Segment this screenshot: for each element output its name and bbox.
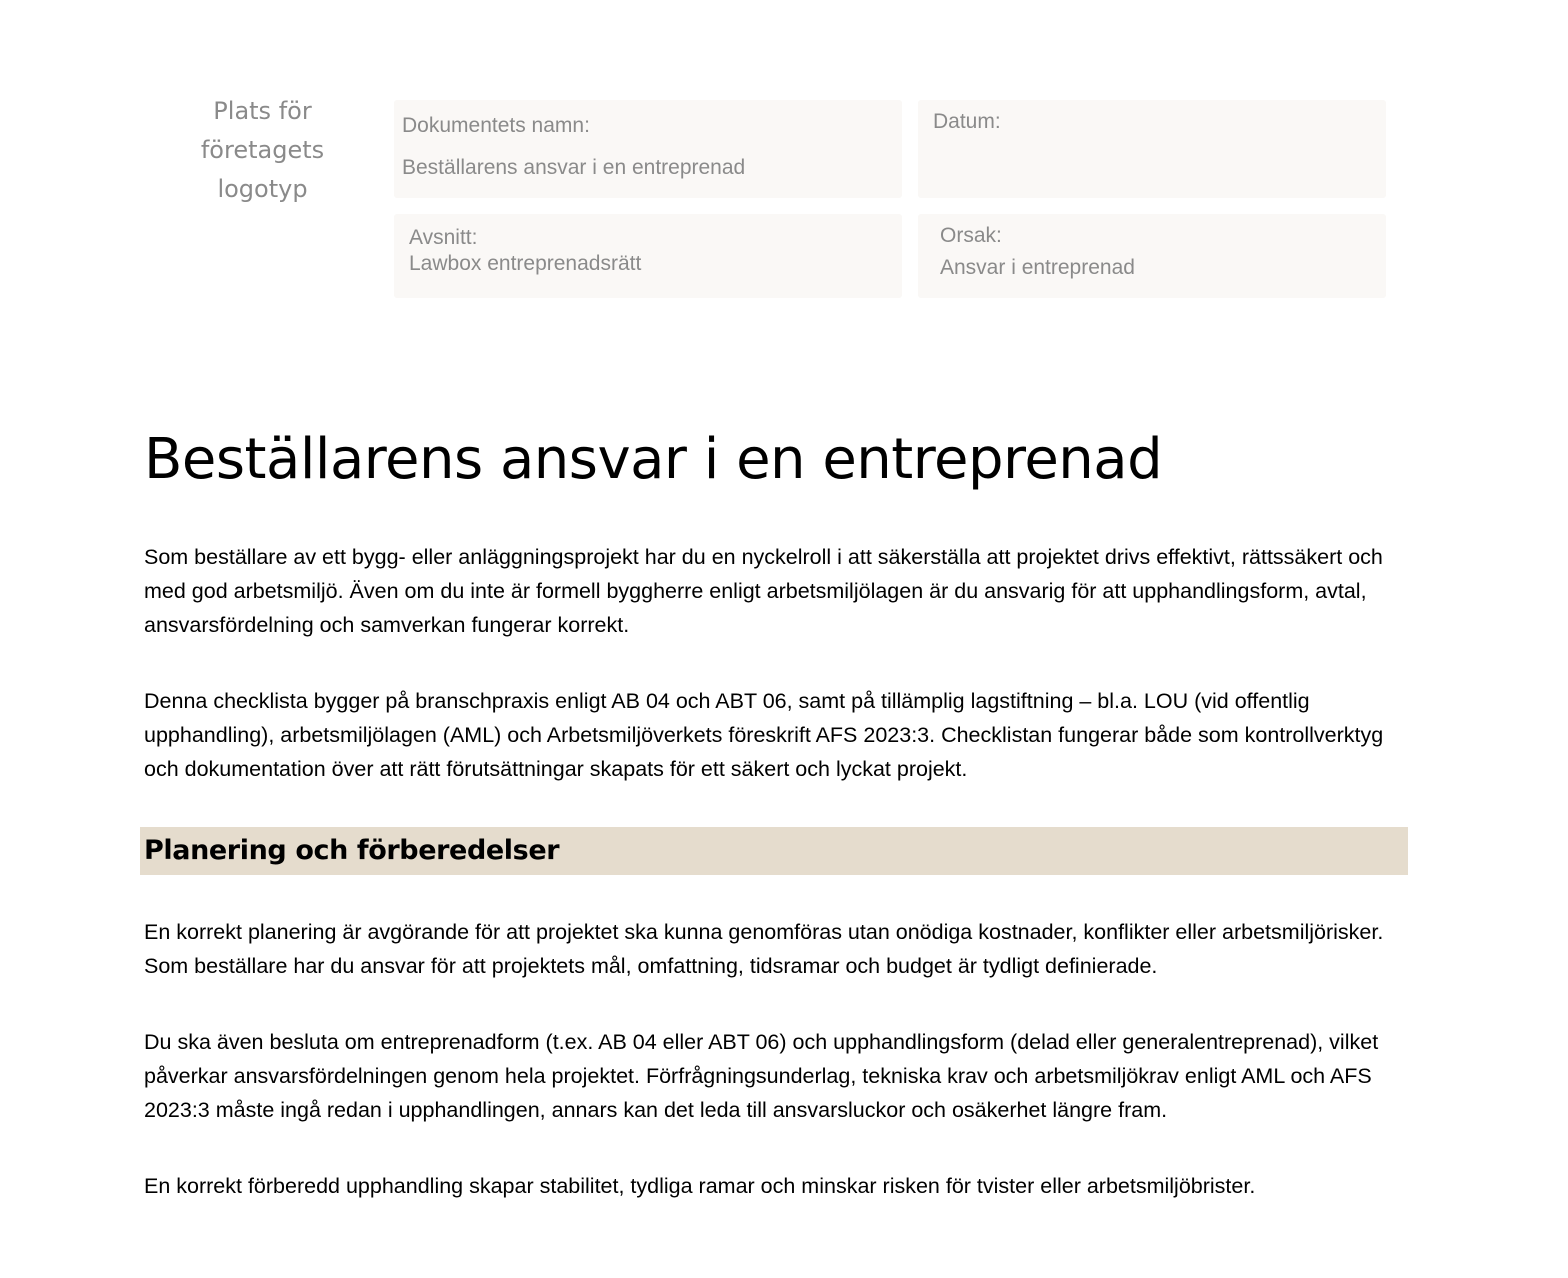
body-paragraph: En korrekt planering är avgörande för att projektet ska kunna genomföras utan onödiga kostnader, konflikter eller arbetsmiljörisker. Som beställare har du ansvar för att projektets mål, omfattning, tidsramar och budget är tydligt definierade. xyxy=(144,920,1384,978)
date-field[interactable] xyxy=(918,100,1386,198)
document-name-value: Beställarens ansvar i en entreprenad xyxy=(402,156,746,179)
reason-label: Orsak: xyxy=(940,224,1002,247)
intro-paragraph: Som beställare av ett bygg- eller anläggningsprojekt har du en nyckelroll i att säkerställa att projektet drivs effektivt, rättssäkert och med god arbetsmiljö. Även om du inte är formell byggherre enligt arbetsmiljölagen är du ansvarig för att upphandlingsform, avtal, ansvarsfördelning och samverkan fungerar korrekt. xyxy=(144,545,1383,637)
logo-placeholder-line: företagets xyxy=(200,136,325,164)
logo-placeholder-line: Plats för xyxy=(213,97,312,125)
reason-field[interactable] xyxy=(918,214,1386,298)
document-name-field[interactable] xyxy=(394,100,902,198)
section-label: Avsnitt: xyxy=(409,226,478,249)
page-title: Beställarens ansvar i en entreprenad xyxy=(144,427,1163,492)
section-field[interactable] xyxy=(394,214,902,298)
reason-value: Ansvar i entreprenad xyxy=(940,256,1135,279)
intro-paragraph: Denna checklista bygger på branschpraxis enligt AB 04 och ABT 06, samt på tillämplig lagstiftning – bl.a. LOU (vid offentlig upphandling), arbetsmiljölagen (AML) och Arbetsmiljöverkets föreskrift AFS 2023:3. Checklistan fungerar både som kontrollverktyg och dokumentation över att rätt förutsättningar skapats för ett säkert och lyckat projekt. xyxy=(144,689,1384,781)
logo-placeholder xyxy=(190,92,335,209)
logo-placeholder-line: logotyp xyxy=(217,175,308,203)
body-paragraph: Du ska även besluta om entreprenadform (t.ex. AB 04 eller ABT 06) och upphandlingsform (delad eller generalentreprenad), vilket påverkar ansvarsfördelningen genom hela projektet. Förfrågningsunderlag, tekniska krav och arbetsmiljökrav enligt AML och AFS 2023:3 måste ingå redan i upphandlingen, annars kan det leda till ansvarsluckor och osäkerhet längre fram. xyxy=(144,1030,1379,1122)
section-value: Lawbox entreprenadsrätt xyxy=(409,252,642,275)
document-body xyxy=(144,424,1414,1203)
body-paragraph: En korrekt förberedd upphandling skapar stabilitet, tydliga ramar och minskar risken för tvister eller arbetsmiljöbrister. xyxy=(144,1174,1256,1198)
section-heading: Planering och förberedelser xyxy=(140,827,1408,875)
document-name-label: Dokumentets namn: xyxy=(402,114,590,137)
date-label: Datum: xyxy=(933,110,1001,133)
